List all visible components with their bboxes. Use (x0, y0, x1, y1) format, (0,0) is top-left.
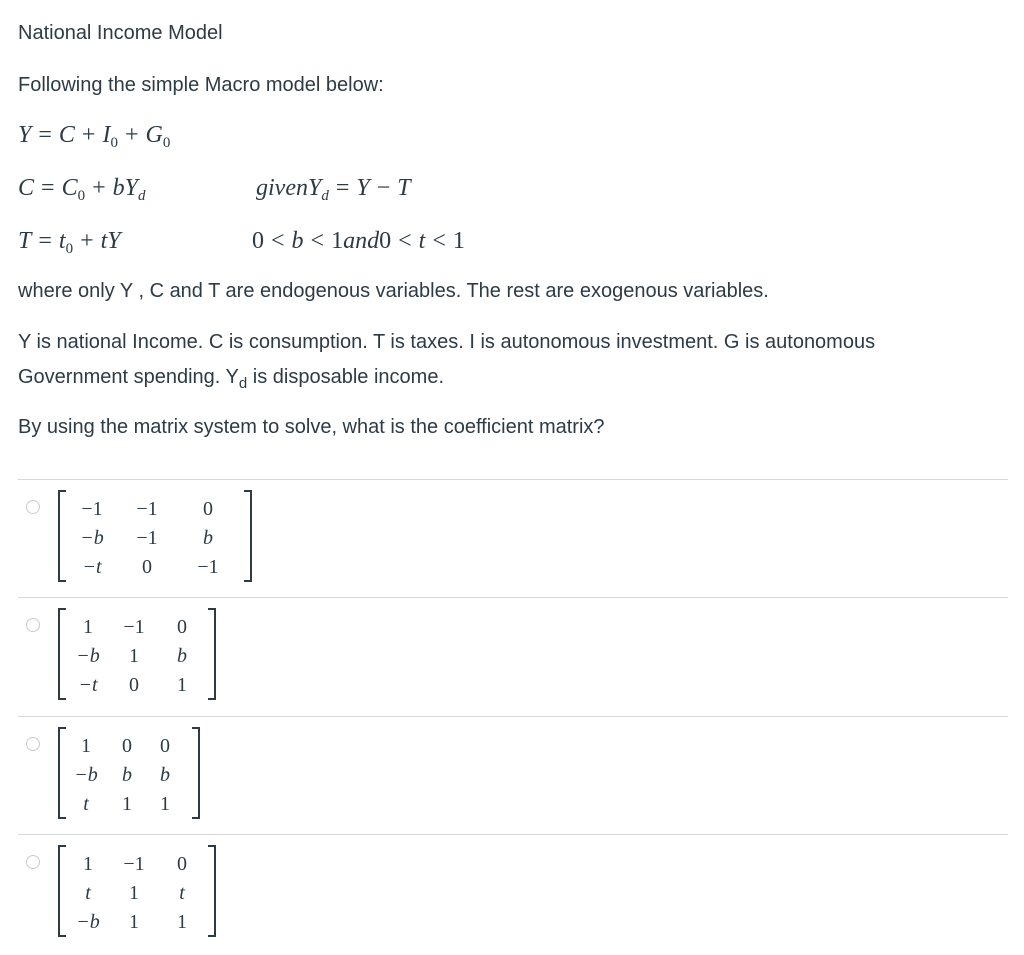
equation-consumption: $C = C_0 + bY_d$ (18, 175, 146, 204)
matrix-cell: 0 (177, 853, 187, 875)
matrix-cell: b (203, 527, 213, 549)
matrix-cell: −b (76, 911, 100, 933)
matrix-cell: 0 (142, 556, 152, 578)
coefficient-matrix (58, 727, 200, 819)
answer-option-3[interactable] (18, 717, 1008, 832)
radio-button[interactable] (26, 500, 40, 514)
answer-option-2[interactable] (18, 598, 1008, 713)
matrix-cell: −b (74, 764, 98, 786)
matrix-cell: −1 (81, 498, 103, 520)
matrix-cell: 0 (160, 735, 170, 757)
question-text: By using the matrix system to solve, what is the coefficient matrix? (18, 416, 605, 438)
matrix-cell: −1 (123, 616, 145, 638)
matrix-cell: −1 (136, 498, 158, 520)
intro-text: Following the simple Macro model below: (18, 74, 384, 96)
matrix-cell: t (83, 793, 89, 815)
matrix-cell: t (179, 882, 185, 904)
matrix-cell: 1 (129, 882, 139, 904)
definitions-line-1: Y is national Income. C is consumption. T is taxes. I is autonomous investment. G is autonomous (18, 331, 876, 353)
equation-constraints: 0 < b < 1and0 < t < 1 (252, 228, 465, 254)
radio-button[interactable] (26, 618, 40, 632)
answer-option-4[interactable] (18, 835, 1008, 950)
matrix-cell: b (160, 764, 170, 786)
matrix-cell: t (85, 882, 91, 904)
radio-button[interactable] (26, 855, 40, 869)
matrix-cell: 1 (129, 645, 139, 667)
matrix-cell: b (122, 764, 132, 786)
matrix-cell: 1 (177, 674, 187, 696)
matrix-cell: −1 (123, 853, 145, 875)
endogenous-text: where only Y , C and T are endogenous variables. The rest are exogenous variables. (18, 280, 769, 302)
matrix-cell: −1 (197, 556, 219, 578)
equation-taxes: $T = t_0$ + tY (18, 228, 121, 257)
matrix-cell: 1 (83, 616, 93, 638)
matrix-cell: −t (82, 556, 102, 578)
matrix-cell: 1 (122, 793, 132, 815)
matrix-cell: 1 (129, 911, 139, 933)
definitions-line-2: Government spending. $Y_d$ is disposable income. (18, 366, 445, 392)
matrix-cell: 0 (122, 735, 132, 757)
matrix-cell: −t (78, 674, 98, 696)
matrix-cell: 0 (177, 616, 187, 638)
page-title: National Income Model (18, 22, 223, 44)
radio-button[interactable] (26, 737, 40, 751)
equation-disposable-income: givenY$_d$ = Y − T (256, 175, 411, 204)
matrix-cell: 1 (81, 735, 91, 757)
matrix-cell: b (177, 645, 187, 667)
matrix-cell: 0 (203, 498, 213, 520)
coefficient-matrix (58, 490, 252, 582)
coefficient-matrix (58, 608, 216, 700)
matrix-cell: 0 (129, 674, 139, 696)
answer-option-1[interactable] (18, 480, 1008, 595)
equation-income: $Y = C + I_0 + G_0$ (18, 122, 171, 151)
matrix-cell: −1 (136, 527, 158, 549)
matrix-cell: −b (76, 645, 100, 667)
matrix-cell: 1 (177, 911, 187, 933)
matrix-cell: 1 (160, 793, 170, 815)
coefficient-matrix (58, 845, 216, 937)
matrix-cell: 1 (83, 853, 93, 875)
matrix-cell: −b (80, 527, 104, 549)
